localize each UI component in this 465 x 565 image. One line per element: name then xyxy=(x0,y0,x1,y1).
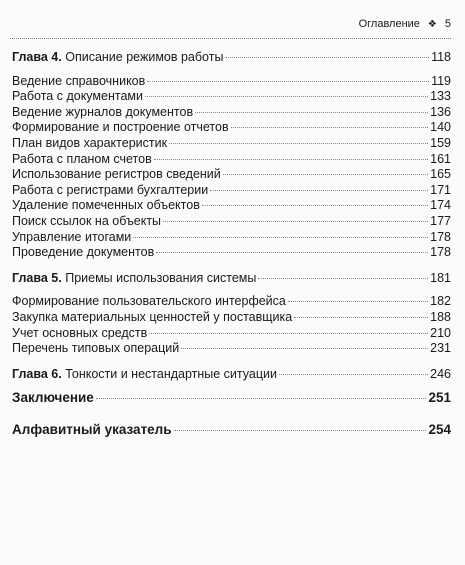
toc-item-title: Проведение документов xyxy=(12,245,155,260)
header-ornament-icon: ❖ xyxy=(427,18,437,30)
toc-item-page: 231 xyxy=(430,341,451,356)
toc-item-title: Формирование пользовательского интерфейса xyxy=(12,294,286,309)
header-section-title: Оглавление xyxy=(358,18,420,30)
toc-item-page: 133 xyxy=(430,89,451,104)
dot-leader xyxy=(258,278,428,279)
dot-leader xyxy=(163,221,428,222)
dot-leader xyxy=(147,81,429,82)
toc-item-page: 159 xyxy=(430,135,451,150)
dot-leader xyxy=(279,374,428,375)
chapter-title: Приемы использования системы xyxy=(65,270,257,285)
toc-chapter-6[interactable] xyxy=(12,367,451,383)
toc-item-page: 171 xyxy=(430,182,451,197)
chapter-page: 246 xyxy=(430,366,451,381)
chapter-page: 118 xyxy=(431,50,451,64)
toc-item[interactable] xyxy=(12,89,451,105)
toc-item-page: 165 xyxy=(430,167,451,182)
chapter-title: Описание режимов работы xyxy=(65,50,224,64)
toc-item[interactable] xyxy=(12,136,451,152)
running-header xyxy=(359,18,451,30)
toc-item[interactable] xyxy=(12,105,451,121)
dot-leader xyxy=(156,252,428,253)
toc-item-title: Формирование и построение отчетов xyxy=(12,120,229,135)
dot-leader xyxy=(181,348,428,349)
toc-item[interactable] xyxy=(12,74,451,90)
toc-item[interactable] xyxy=(12,230,451,246)
toc-item[interactable] xyxy=(12,167,451,183)
toc-item-title: Работа с планом счетов xyxy=(12,151,152,166)
header-dotted-rule xyxy=(10,38,451,39)
toc-item[interactable] xyxy=(12,294,451,310)
dot-leader xyxy=(223,174,428,175)
dot-leader xyxy=(149,333,428,334)
toc-item-page: 136 xyxy=(430,104,451,119)
toc-item-title: Поиск ссылок на объекты xyxy=(12,213,162,228)
toc-item-page: 140 xyxy=(430,120,451,135)
dot-leader xyxy=(288,301,428,302)
dot-leader xyxy=(231,127,429,128)
toc-item-title: Управление итогами xyxy=(12,229,132,244)
toc-item-title: Алфавитный указатель xyxy=(12,421,172,437)
chapter-page: 181 xyxy=(430,270,451,285)
dot-leader xyxy=(154,159,428,160)
toc-chapter-5[interactable] xyxy=(12,271,451,287)
toc-item-page: 182 xyxy=(430,294,451,309)
toc-item-page: 178 xyxy=(430,229,451,244)
dot-leader xyxy=(225,57,429,58)
dot-leader xyxy=(202,205,428,206)
toc-item-title: Удаление помеченных объектов xyxy=(12,198,200,213)
toc-item-page: 119 xyxy=(431,73,451,88)
toc-item[interactable] xyxy=(12,120,451,136)
dot-leader xyxy=(145,96,428,97)
toc-item-title: Закупка материальных ценностей у поставщика xyxy=(12,309,293,324)
toc-item[interactable] xyxy=(12,152,451,168)
toc-item-page: 254 xyxy=(428,421,451,437)
toc-item-title: Заключение xyxy=(12,390,94,406)
toc-item[interactable] xyxy=(12,214,451,230)
toc-item-page: 251 xyxy=(428,390,451,406)
toc-item-title: Перечень типовых операций xyxy=(12,341,180,356)
header-page-number: 5 xyxy=(444,18,451,30)
dot-leader xyxy=(133,237,428,238)
dot-leader xyxy=(96,398,427,399)
toc-item[interactable] xyxy=(12,310,451,326)
toc-item-title: План видов характеристик xyxy=(12,135,168,150)
chapter-label: Глава 6. xyxy=(12,366,62,381)
toc-item-page: 210 xyxy=(430,325,451,340)
table-of-contents xyxy=(12,50,451,437)
dot-leader xyxy=(174,430,427,431)
toc-item-page: 188 xyxy=(430,309,451,324)
toc-item[interactable] xyxy=(12,326,451,342)
toc-item-title: Ведение журналов документов xyxy=(12,104,194,119)
toc-index[interactable] xyxy=(12,422,451,438)
toc-chapter-4[interactable] xyxy=(12,50,451,66)
spacer xyxy=(12,357,451,367)
toc-item-title: Работа с документами xyxy=(12,89,143,104)
dot-leader xyxy=(195,112,428,113)
chapter-label: Глава 5. xyxy=(12,270,62,285)
spacer xyxy=(12,261,451,271)
toc-item-page: 161 xyxy=(430,151,451,166)
chapter-title: Тонкости и нестандартные ситуации xyxy=(65,366,277,381)
toc-item-title: Ведение справочников xyxy=(12,73,146,88)
toc-item-page: 177 xyxy=(430,213,451,228)
chapter-label: Глава 4. xyxy=(12,50,62,64)
dot-leader xyxy=(169,143,428,144)
toc-item-title: Работа с регистрами бухгалтерии xyxy=(12,182,209,197)
toc-conclusion[interactable] xyxy=(12,390,451,406)
toc-item-page: 174 xyxy=(430,198,451,213)
dot-leader xyxy=(294,317,428,318)
toc-item[interactable] xyxy=(12,341,451,357)
toc-item[interactable] xyxy=(12,183,451,199)
toc-item-page: 178 xyxy=(430,245,451,260)
dot-leader xyxy=(210,190,428,191)
toc-item[interactable] xyxy=(12,245,451,261)
toc-item-title: Использование регистров сведений xyxy=(12,167,221,182)
toc-item[interactable] xyxy=(12,198,451,214)
toc-item-title: Учет основных средств xyxy=(12,325,148,340)
